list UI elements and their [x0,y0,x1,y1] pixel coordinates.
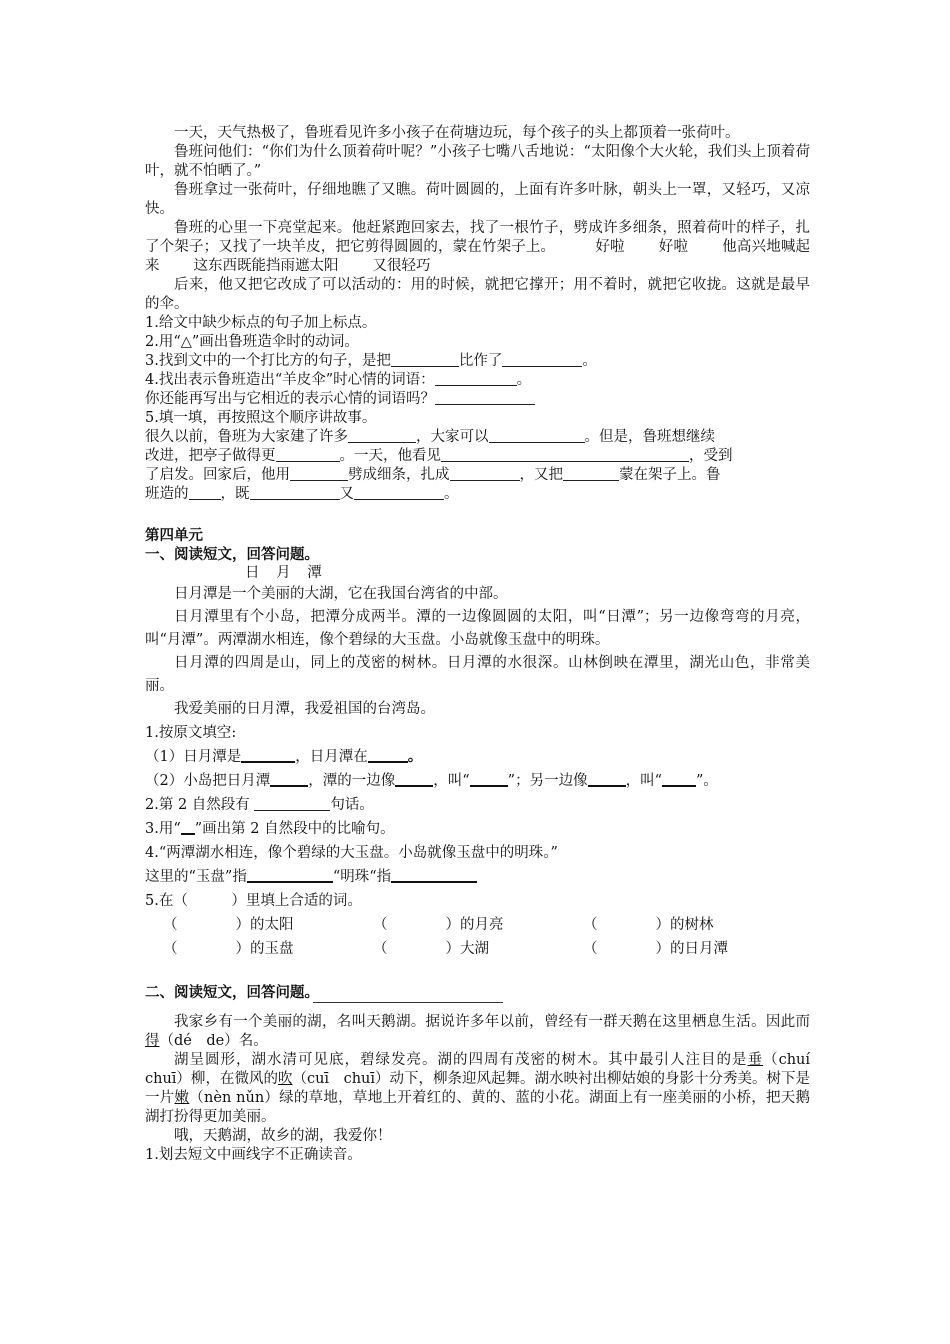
fill-text: 很久以前，鲁班为大家建了许多 [145,429,348,445]
reading-title: 日 月 潭 [245,565,328,581]
question1-4-text-b: 。 [516,372,532,388]
question1-3-text-a: 3.找到文中的一个打比方的句子，是把 [145,353,391,369]
story1-missing-punct-2: 好啦 [658,239,689,255]
word-fill-item[interactable]: （ ）的太阳 [163,917,294,933]
answer-blank[interactable] [354,485,444,500]
answer-blank[interactable] [502,352,582,367]
fill-line-1 [145,428,810,447]
fill-text: 。 [444,486,459,502]
story1-missing-punct-1: 好啦 [595,239,625,255]
word-fill-item[interactable]: （ ）的月亮 [373,917,504,933]
unit4-question-5: 5.在（ ）里填上合适的词。 [145,893,362,909]
answer-blank[interactable] [254,796,330,811]
underlined-char: 垂 [747,1052,764,1068]
fill-text: ”；另一边像 [507,773,588,789]
unit4-paragraph-2: 日月潭里有个小岛，把潭分成两半。潭的一边像圆圆的太阳，叫“日潭”；另一边像弯弯的月亮，叫“月潭”。两潭湖水相连，像个碧绿的大玉盘。小岛就像玉盘中的明珠。 [145,609,810,648]
story1-paragraph-1: 一天，天气热极了，鲁班看见许多小孩子在荷塘边玩，每个孩子的头上都顶着一张荷叶。 [174,125,740,141]
fill-text: ，日月潭在 [295,749,368,765]
answer-blank[interactable] [241,747,295,763]
answer-blank[interactable] [435,390,535,405]
answer-blank[interactable] [368,747,408,763]
story1-missing-punct-5: 又很轻巧 [372,258,431,274]
answer-blank[interactable] [489,428,585,443]
unit4-part1-heading: 一、阅读短文，回答问题。 [145,546,319,563]
word-fill-item[interactable]: （ ）的玉盘 [163,941,294,957]
fill-text: （1）日月潭是 [145,749,242,765]
fill-text: 2.第 2 自然段有 [145,797,250,813]
paragraph-text: （dé de）名。 [159,1033,268,1049]
spacer [145,504,810,526]
part2-paragraph-2 [145,1051,825,1127]
underlined-char: 吹 [277,1071,293,1087]
story1-paragraph-2: 鲁班问他们：“你们为什么顶着荷叶呢？”小孩子七嘴八舌地说：“太阳像个大火轮，我们头上顶着荷叶，就不怕晒了。” [145,144,810,179]
fill-text: 句话。 [330,797,374,813]
unit4-question-4: 4.“两潭湖水相连，像个碧绿的大玉盘。小岛就像玉盘中的明珠。” [145,845,558,861]
underlined-char: 得 [145,1033,160,1049]
fill-text: “明珠“指 [332,869,392,885]
unit4-question-1-1 [145,745,810,769]
question1-4-text-a: 4.找出表示鲁班造出“羊皮伞”时心情的词语： [145,372,435,388]
answer-blank[interactable] [189,485,221,500]
unit4-question-4-fill [145,865,810,889]
answer-blank[interactable] [662,771,696,787]
story1-paragraph-4-text: 鲁班的心里一下亮堂起来。他赶紧跑回家去，找了一根竹子，劈成许多细条，照着荷叶的样子，扎了个架子；又找了一块羊皮，把它剪得圆圆的，蒙在竹架子上。 [145,220,810,255]
question1-3 [145,352,810,371]
word-fill-grid [163,913,810,961]
unit4-paragraph-3: 日月潭的四周是山，同上的茂密的树林。日月潭的水很深。山林倒映在潭里，湖光山色，非常美丽。 [145,655,810,694]
question1-3-text-b: 比作了 [458,353,503,369]
fill-text: 蒙在架子上。鲁 [619,467,721,483]
story1-missing-punct-3: 他高兴地喊起来 [145,239,811,274]
question1-3-text-c: 。 [582,353,597,369]
fill-line-4 [145,485,810,504]
fill-text: ，叫“ [433,773,470,789]
paragraph-text: （nèn nǔn）绿的草地，草地上开着红的、黄的、蓝的小花。湖面上有一座美丽的小桥，把天鹅湖打扮得更加美丽。 [145,1090,811,1125]
question1-1: 1.给文中缺少标点的句子加上标点。 [145,315,377,331]
part2-paragraph-3: 哦，天鹅湖，故乡的湖，我爱你！ [174,1128,392,1144]
answer-blank[interactable] [391,867,477,883]
answer-blank[interactable] [290,466,348,481]
fill-text: ，潭的一边像 [308,773,396,789]
underline-symbol [181,823,195,835]
fill-text: 。一天，他看见 [339,448,441,464]
question1-2: 2.用“△”画出鲁班造伞时的动词。 [145,334,359,350]
unit4-question-2 [145,793,810,817]
answer-blank[interactable] [441,447,689,462]
answer-blank[interactable] [450,466,520,481]
answer-blank[interactable] [395,771,433,787]
fill-text: 又 [339,486,354,502]
unit4-heading: 第四单元 [145,527,203,544]
fill-text: 。 [407,748,423,765]
answer-blank[interactable] [247,867,333,883]
fill-text: 班造的 [145,486,189,502]
fill-text: ”。 [696,773,718,789]
answer-blank[interactable] [588,771,626,787]
unit4-question-1-2 [145,769,810,793]
paragraph-text: 我家乡有一个美丽的湖，名叫天鹅湖。据说许多年以前，曾经有一群天鹅在这里栖息生活。因此而 [174,1014,810,1030]
part2-question-1: 1.划去短文中画线字不正确读音。 [145,1147,362,1163]
answer-blank[interactable] [348,428,416,443]
answer-blank[interactable] [276,447,340,462]
paragraph-text: 湖呈圆形，湖水清可见底，碧绿发亮。湖的四周有茂密的树木。其中最引人注目的是 [174,1052,748,1068]
fill-text: ，受到 [689,448,733,464]
fill-text: 改进，把亭子做得更 [145,448,276,464]
answer-blank[interactable] [563,466,619,481]
fill-text: 劈成细条，扎成 [348,467,450,483]
word-fill-item[interactable]: （ ）的树林 [583,917,714,933]
question1-4 [145,371,810,390]
paragraph-text: （chuí chuī）柳，在微风的 [145,1052,825,1087]
fill-line-2 [145,447,810,466]
fill-text: ，大家可以 [416,429,489,445]
answer-blank[interactable] [470,771,508,787]
fill-text: 这里的“玉盘”指 [145,869,247,885]
fill-line-3 [145,466,810,485]
paragraph-text: （cuī chuī）动下，柳条迎风起舞。湖水映衬出柳姑娘的身影十分秀美。树下是一片 [145,1071,811,1106]
story1-paragraph-3: 鲁班拿过一张荷叶，仔细地瞧了又瞧。荷叶圆圆的，上面有许多叶脉，朝头上一罩，又轻巧，又凉快。 [145,182,810,217]
question1-4-text-c: 你还能再写出与它相近的表示心情的词语吗？ [145,391,435,407]
answer-blank[interactable] [270,771,308,787]
answer-blank[interactable] [391,352,459,367]
story1-paragraph-5: 后来，他又把它改成了可以活动的：用的时候，就把它撑开；用不着时，就把它收拢。这就是最早的伞。 [145,277,810,312]
story1-missing-punct-4: 这东西既能挡雨遮太阳 [193,258,339,274]
title-blank-line[interactable] [313,1002,503,1013]
story1-paragraph-4 [145,219,810,276]
fill-text: ”画出第 2 自然段中的比喻句。 [194,821,395,837]
worksheet-page [145,124,825,1165]
unit4-question-1: 1.按原文填空: [145,725,237,741]
unit4-paragraph-1: 日月潭是一个美丽的大湖，它在我国台湾省的中部。 [174,586,508,602]
underlined-char: 嫩 [174,1090,190,1106]
answer-blank[interactable] [250,485,340,500]
question1-4-extra [145,390,810,409]
unit4-paragraph-4: 我爱美丽的日月潭，我爱祖国的台湾岛。 [174,701,435,717]
fill-text: ，又把 [519,467,563,483]
word-fill-item[interactable]: （ ）大湖 [373,941,489,957]
fill-text: （2）小岛把日月潭 [145,773,271,789]
word-fill-item[interactable]: （ ）的日月潭 [583,941,728,957]
unit4-question-3 [145,817,810,841]
fill-text: ，既 [220,486,250,502]
fill-text: 。但是，鲁班想继续 [584,429,715,445]
fill-text: ，叫“ [625,773,662,789]
fill-text: 了启发。回家后，他用 [145,467,290,483]
question1-5: 5.填一填，再按照这个顺序讲故事。 [145,410,377,426]
part2-heading: 二、阅读短文，回答问题。 [145,984,319,1001]
spacer [145,961,810,983]
answer-blank[interactable] [435,371,517,386]
part2-paragraph-1 [145,1013,810,1051]
fill-text: 3.用“ [145,821,181,837]
